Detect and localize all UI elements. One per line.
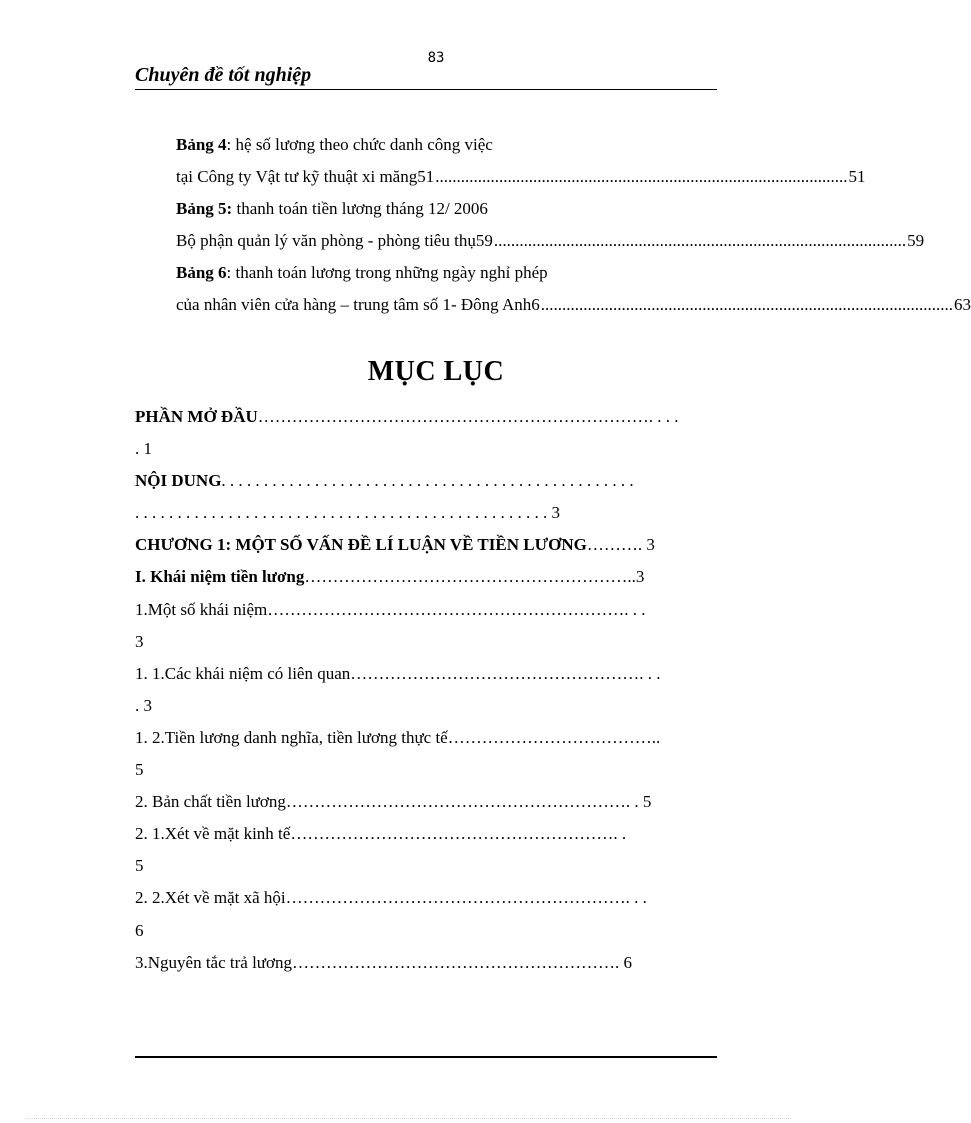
toc-line [135,469,738,501]
toc-line-text: . 1 [135,439,152,459]
footer-rule [135,1056,717,1058]
toc-line-text: 5 [135,856,144,876]
toc-line [135,758,738,790]
toc-line [135,662,738,694]
toc-line-bold: NỘI DUNG [135,471,222,491]
toc-line [135,822,738,854]
toc-line-text: . . . . . . . . . . . . . . . . . . . . . . . . . . . . . . . . . . . . . . . . . . . . . . . . . [221,471,634,491]
table-label: Bảng 6 [176,263,227,282]
table-desc: của nhân viên cửa hàng – trung tâm số 1- Đông Anh6 [176,295,540,314]
toc-line [135,501,738,533]
toc-line-text: 2. Bản chất tiền lương……………………………………………………. . 5 [135,792,652,812]
table-entry-line [176,293,971,325]
page-edge-dots [25,1118,791,1119]
toc-line [135,630,738,662]
table-entry-title [176,261,738,293]
toc-line-text: 3 [135,631,144,651]
toc-line [135,886,738,918]
toc-line-text: …………………………………………………..3 [304,567,645,587]
toc-line [135,565,738,597]
table-page: 63 [954,295,971,314]
toc-line [135,854,738,886]
toc-line [135,533,738,565]
table-desc: tại Công ty Vật tư kỹ thuật xi măng51 [176,167,435,186]
toc-line-text: 2. 2.Xét về mặt xã hội……………………………………………………. . . [135,888,647,908]
toc-list [135,405,738,983]
table-label: Bảng 4 [176,135,227,154]
header-rule [135,89,717,90]
toc-line [135,598,738,630]
table-page: 59 [907,231,925,250]
toc-line-text: 3.Nguyên tắc trả lương…………………………………………………. 6 [135,952,632,972]
table-page: 51 [848,167,866,186]
table-desc: Bộ phận quản lý văn phòng - phòng tiêu thụ59 [176,231,493,250]
toc-line-bold: PHẦN MỞ ĐẦU [135,407,258,426]
toc-line [135,790,738,822]
toc-line [135,951,738,983]
table-entry-line [176,165,866,197]
dot-leader: ................................................................................................. [540,295,954,314]
toc-line-bold: I. Khái niệm tiền lương [135,567,305,587]
toc-line [135,437,738,469]
toc-line-bold: CHƯƠNG 1: MỘT SỐ VẤN ĐỀ LÍ LUẬN VỀ TIỀN LƯƠNG [135,535,587,555]
tables-list [176,133,971,325]
header-title: Chuyên đề tốt nghiệp [135,64,312,86]
toc-line-text: 1. 2.Tiền lương danh nghĩa, tiền lương thực tế……………………………….. [135,727,661,747]
toc-line [135,694,738,726]
toc-line-text: 1. 1.Các khái niệm có liên quan……………………………………………. . . [135,663,661,683]
table-entry-line [176,229,925,261]
table-title: thanh toán tiền lương tháng 12/ 2006 [232,199,488,218]
toc-line-text: ………. 3 [586,535,655,555]
toc-line [135,726,738,758]
toc-line [135,919,738,951]
toc-heading: MỤC LỤC [367,356,505,387]
toc-line [135,405,738,437]
toc-line-text: . 3 [135,695,152,715]
table-entry-title [176,197,738,229]
page-number: 83 [427,50,445,66]
table-title: : thanh toán lương trong những ngày nghỉ phép [226,263,548,282]
toc-line-text: ……………………………………………………………. . . . [257,407,679,426]
table-label: Bảng 5: [176,199,233,218]
toc-line-text: 6 [135,920,144,940]
toc-line-text: . . . . . . . . . . . . . . . . . . . . . . . . . . . . . . . . . . . . . . . . . . . . . . . . . 3 [135,503,560,523]
toc-line-text: 1.Một số khái niệm………………………………………………………. . . [135,599,646,619]
table-title: : hệ số lương theo chức danh công việc [226,135,493,154]
toc-line-text: 5 [135,760,144,780]
dot-leader: ................................................................................................. [493,231,907,250]
toc-line-text: 2. 1.Xét về mặt kinh tế…………………………………………………. . [135,824,627,844]
dot-leader: ................................................................................................. [435,167,848,186]
table-entry-title [176,133,738,165]
